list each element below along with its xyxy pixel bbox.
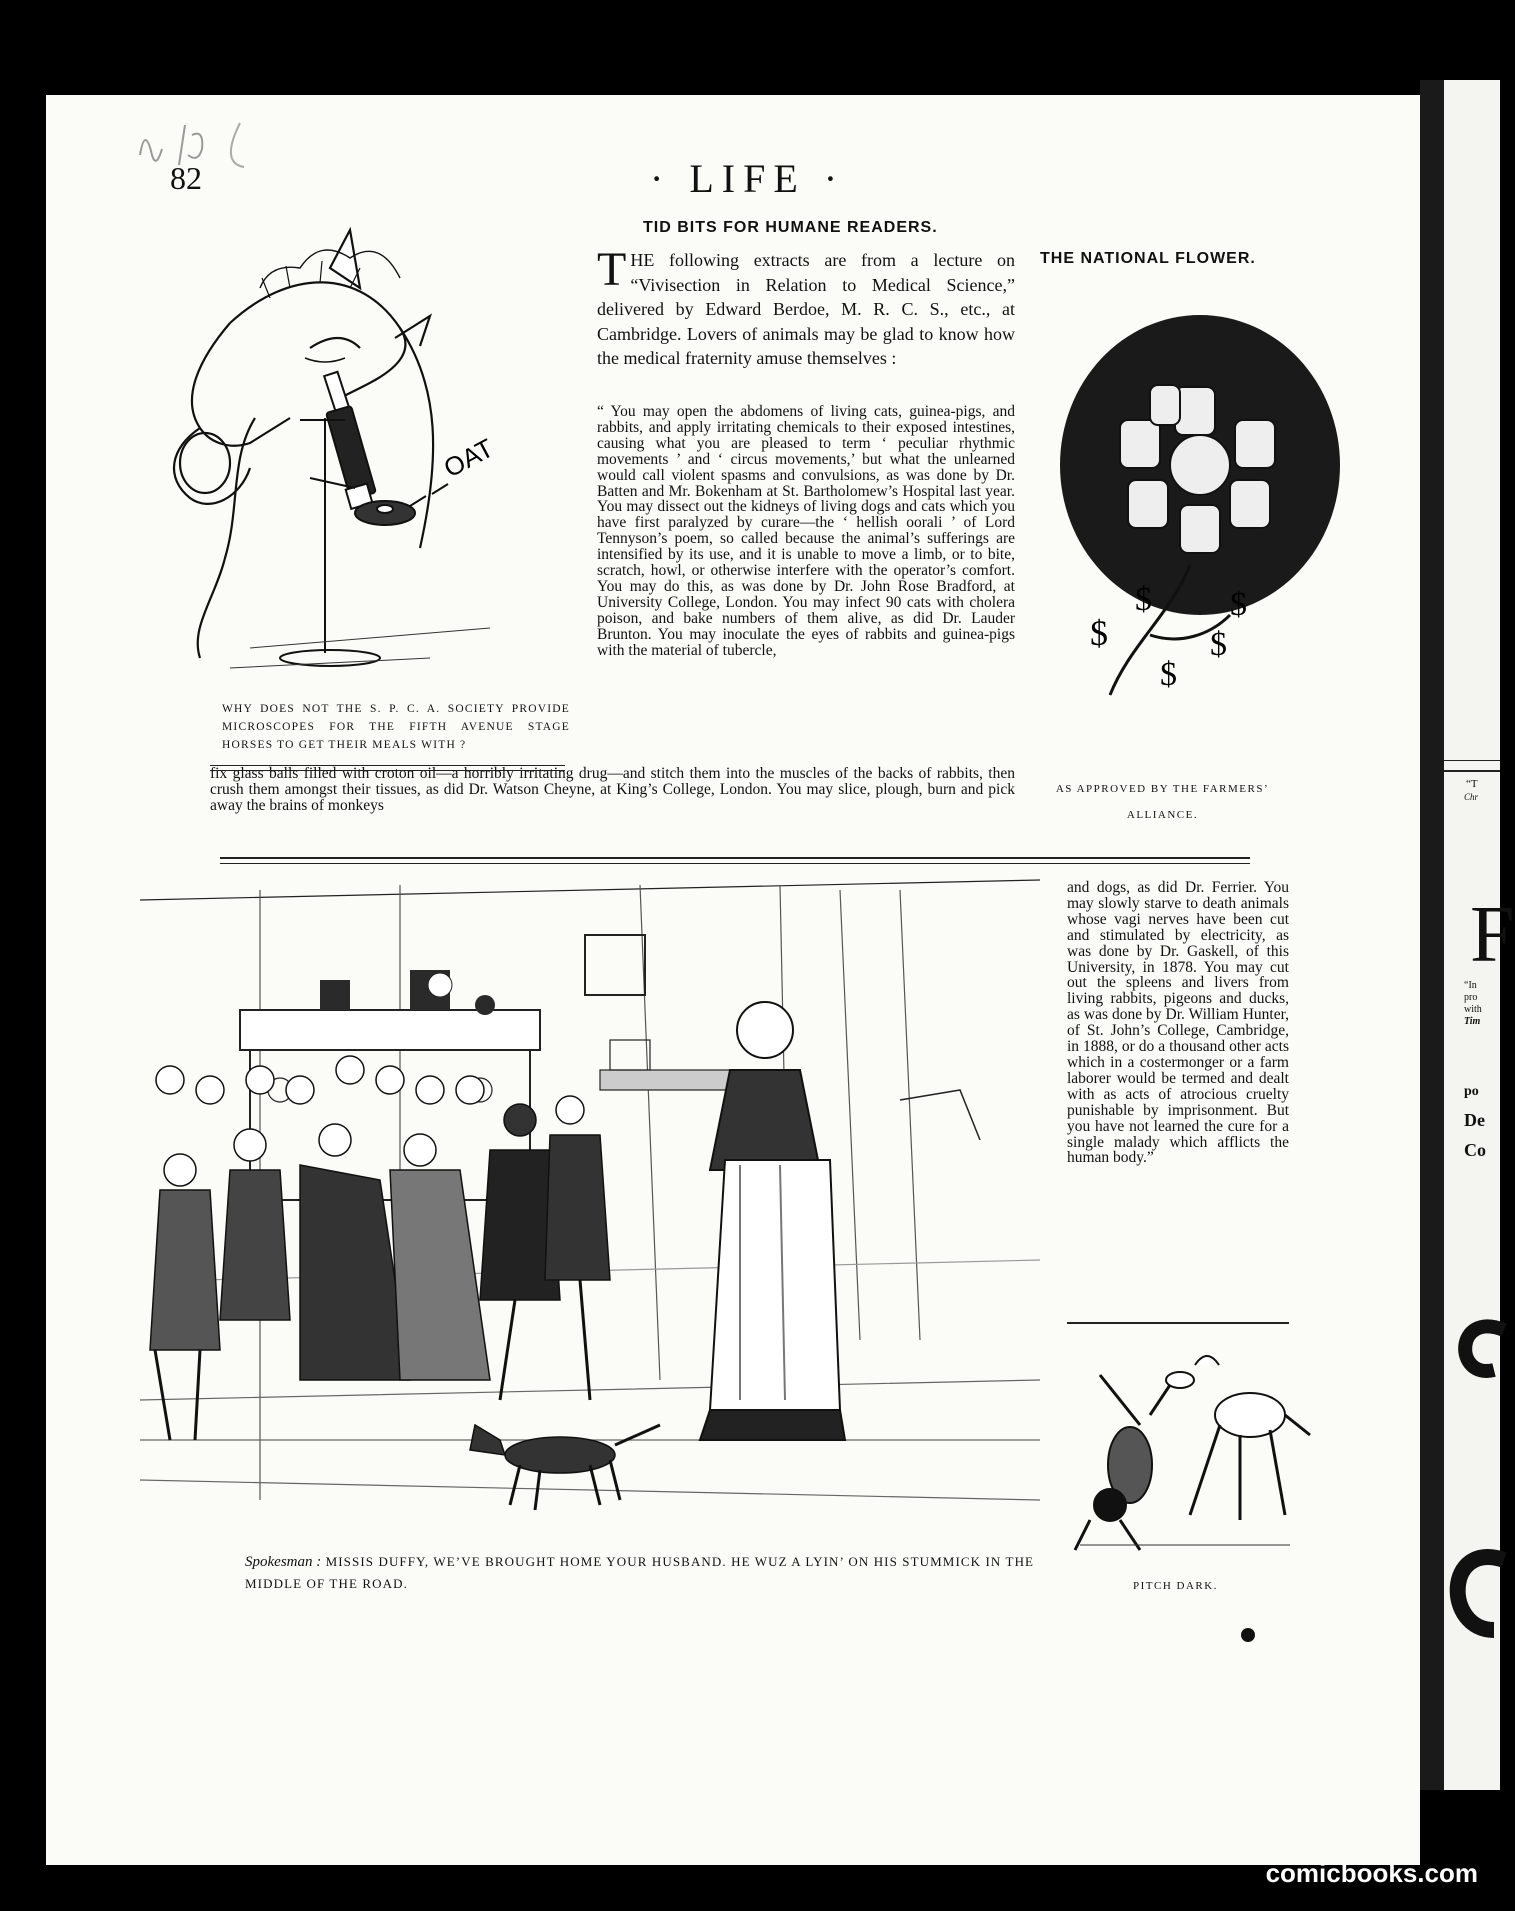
facing-page-edge (1444, 80, 1515, 1790)
pitch-dark-illustration (1070, 1345, 1300, 1565)
dollar-icon: $ (1230, 586, 1247, 623)
section-divider (220, 863, 1250, 864)
caption-rule (210, 765, 565, 766)
missis-duffy-illustration (140, 880, 1040, 1530)
quote-column-1: “ You may open the abdomens of living cats, guinea-pigs, and rabbits, and apply irritating chemicals to their exposed intestines, causing what you are pleased to term ‘ peculiar rhythmic movements ’ and ‘ circus movements,’ but what the unlearned would call violent spasms and convulsions, as was done by Dr. Batten and Mr. Bokenham at St. Bartholomew’s Hospital last year. You may dissect out the kidneys of living dogs and cats which you have first paralyzed by curare—the ‘ hellish oorali ’ of Lord Tennyson’s poem, so called because the animal’s sufferings are intensified by its use, and it is unable to move a limb, or to bite, scratch, howl, or otherwise interfere with the operator’s comfort. You may do this, as was done by Dr. John Rose Bradford, at University College, London. You may infect 90 cats with cholera poison, and bake numbers of them alive, as did Dr. Lauder Brunton. You may inoculate the eyes of rabbits and guinea-pigs with the material of tubercle, (597, 403, 1015, 659)
facing-fragment: Tim (1464, 1016, 1481, 1027)
horse-caption: WHY DOES NOT THE S. P. C. A. SOCIETY PROVIDE MICROSCOPES FOR THE FIFTH AVENUE STAGE HORSES TO GET THEIR MEALS WITH ? (222, 703, 570, 751)
drop-cap: T (597, 243, 627, 296)
caption-rule (210, 770, 565, 771)
facing-fragment: “In (1464, 980, 1477, 991)
oat-label: OAT (438, 432, 499, 484)
article-title: TID BITS FOR HUMANE READERS. (643, 219, 938, 236)
page-binding (1420, 80, 1444, 1790)
watermark: comicbooks.com (1265, 1858, 1478, 1888)
flower-title: THE NATIONAL FLOWER. (1040, 250, 1256, 267)
facing-fragment: pro (1464, 992, 1478, 1003)
facing-fragment: with (1464, 1004, 1482, 1015)
pitch-dark-caption: PITCH DARK. (1133, 1580, 1218, 1592)
speaker-label: Spokesman : (245, 1554, 322, 1570)
facing-fragment: Chr (1464, 792, 1479, 802)
ink-spot-icon (1238, 1625, 1258, 1645)
masthead: · LIFE · (650, 156, 846, 201)
main-caption (245, 1551, 1040, 1595)
intro-text: HE following extracts are from a lecture on “Vivisection in Relation to Medical Science,” delivered by Edward Berdoe, M. R. C. S., etc., at Cambridge. Lovers of animals may be glad to know how the medical fraternity amuse themselves : (597, 250, 1015, 368)
facing-ornament-icon (1444, 1270, 1500, 1650)
flower-caption: AS APPROVED BY THE FARMERS’ ALLIANCE. (1055, 783, 1270, 821)
article-intro (597, 243, 1015, 371)
page-number: 82 (170, 160, 202, 196)
facing-fragment: De (1464, 1110, 1485, 1130)
dollar-icon: $ (1135, 581, 1152, 618)
facing-fragment: F (1470, 891, 1515, 979)
national-flower-illustration (1050, 315, 1370, 755)
facing-fragment: Co (1464, 1140, 1486, 1160)
dollar-icon: $ (1160, 656, 1177, 693)
facing-fragment: po (1464, 1084, 1479, 1099)
horse-microscope-illustration (170, 228, 570, 688)
handwritten-mark-icon (130, 115, 290, 175)
dollar-icon: $ (1090, 613, 1108, 653)
main-caption-text: MISSIS DUFFY, WE’VE BROUGHT HOME YOUR HUSBAND. HE WUZ A LYIN’ ON HIS STUMMICK IN THE MIDDLE OF THE ROAD. (245, 1554, 1035, 1591)
section-divider (220, 857, 1250, 859)
column-divider (1067, 1322, 1289, 1324)
facing-fragment: “T (1466, 778, 1478, 790)
quote-wide-span: fix glass balls filled with croton oil—a horribly irritating drug—and stitch them into the muscles of the backs of rabbits, then crush them amongst their tissues, as did Dr. Watson Cheyne, at King’s College, London. You may slice, plough, burn and pick away the brains of monkeys (210, 765, 1015, 814)
dollar-icon: $ (1210, 626, 1227, 663)
quote-column-2: and dogs, as did Dr. Ferrier. You may slowly starve to death animals whose vagi nerves have been cut and stimulated by electricity, as was done by Dr. Gaskell, of this University, in 1878. You may cut out the spleens and livers from living rabbits, pigeons and ducks, as was done by Dr. William Hunter, of St. John’s College, Cambridge, in 1888, or do a thousand other acts which in a costermonger or a farm laborer would be termed and dealt with as acts of atrocious cruelty punishable by imprisonment. But you have not learned the cure for a single malady which afflicts the human body.” (1067, 879, 1289, 1167)
